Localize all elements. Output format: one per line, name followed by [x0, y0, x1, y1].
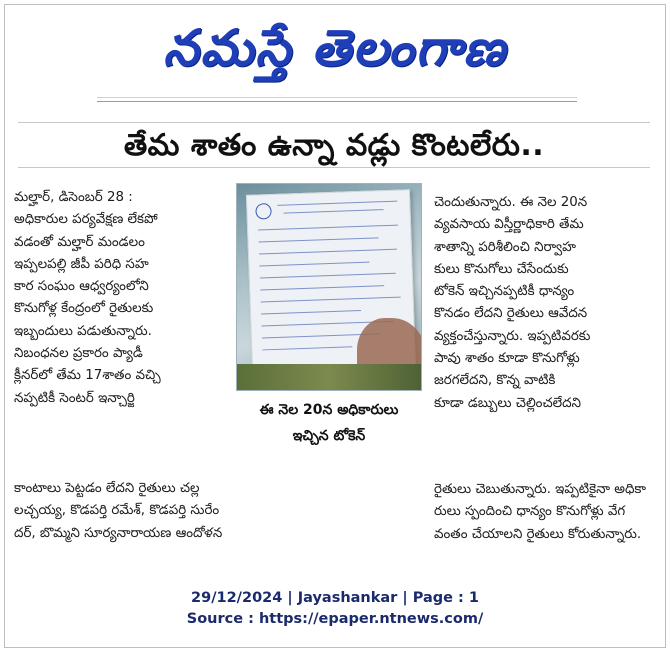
newspaper-title: నమస్తే తెలంగాణ: [163, 19, 507, 77]
document-line: [261, 297, 401, 303]
text-line: లచ్చయ్య, కొడపర్తి రమేశ్, కొడపర్తి సురేం: [14, 503, 220, 519]
date-page-line: 29/12/2024 | Jayashankar | Page : 1: [191, 590, 479, 606]
document-line: [258, 225, 398, 231]
masthead-divider: [97, 101, 577, 102]
text-line: కొనుగోళ్ల కేంద్రంలో రైతులకు: [14, 301, 154, 317]
text-line: కార సంఘం ఆధ్వర్యంలోని: [14, 279, 149, 295]
source-footer: [0, 588, 670, 630]
text-line: మల్హార్, డిసెంబర్ 28 :: [14, 190, 133, 205]
text-line: నిబంధనల ప్రకారం ప్యాడీ: [14, 346, 143, 362]
text-line: టోకెన్ ఇచ్చినప్పటికీ ధాన్యం: [434, 284, 575, 300]
document-line: [259, 262, 369, 267]
text-line: వ్యక్తంచేస్తున్నారు. ఇప్పటివరకు: [434, 328, 591, 344]
source-url-line: Source : https://epaper.ntnews.com/: [186, 611, 484, 627]
article-column-right: [434, 192, 660, 415]
masthead-divider-top: [97, 97, 577, 98]
text-line: దర్, బొమ్మని సూర్యనారాయణ ఆందోళన: [14, 525, 223, 541]
text-line: రైతులు చెబుతున్నారు. ఇప్పటికైనా అధికా: [434, 482, 647, 497]
text-line: శాతాన్ని పరిశీలించి నిర్వాహ: [434, 239, 577, 255]
document-line: [260, 273, 396, 279]
text-line: ఇప్పలపల్లి జీపీ పరిధి సహ: [14, 256, 149, 272]
text-line: జరగలేదని, కొన్న వాటికి: [434, 373, 556, 389]
document-line: [261, 310, 361, 315]
document-line: [284, 209, 384, 214]
text-line: కూడా డబ్బులు చెల్లించలేదని: [434, 395, 581, 411]
text-line: అధికారుల పర్యవేక్షణ లేకపో: [14, 212, 158, 228]
document-line: [259, 249, 397, 255]
document-line: [262, 346, 352, 351]
document-line: [260, 285, 384, 291]
headline-band: [18, 122, 650, 168]
photo-caption: [236, 397, 422, 449]
masthead: [0, 8, 670, 88]
text-line: క్లీనర్‌లో తేమ 17శాతం వచ్చి: [14, 368, 161, 384]
ground-image: [237, 364, 421, 390]
text-line: ఇబ్బందులు పడుతున్నారు.: [14, 323, 152, 339]
text-line: కాంటాలు పెట్టడం లేదని రైతులు చల్ల: [14, 481, 200, 496]
text-line: చెందుతున్నారు. ఈ నెల 20న: [434, 195, 588, 210]
token-photo: [236, 183, 422, 391]
caption-line: ఇచ్చిన టోకెన్: [292, 428, 366, 444]
article-bottom-right: [434, 479, 660, 546]
text-line: వ్యవసాయ విస్తీర్ణాధికారి తేమ: [434, 217, 584, 233]
caption-line: ఈ నెల 20న అధికారులు: [259, 402, 399, 418]
article-headline: తేమ శాతం ఉన్నా వడ్లు కొంటలేరు..: [123, 128, 545, 163]
text-line: రులు స్పందించి ధాన్యం కొనుగోళ్లు వేగ: [434, 504, 626, 520]
text-line: వంతం చేయాలని రైతులు కోరుతున్నారు.: [434, 526, 642, 542]
text-line: నప్పటికీ సెంటర్ ఇన్చార్జి: [14, 390, 135, 406]
text-line: కులు కొనుగోలు చేసేందుకు: [434, 261, 569, 277]
article-bottom-left: [14, 478, 418, 545]
text-line: పావు శాతం కూడా కొనుగోళ్లు: [434, 351, 580, 367]
text-line: వడంతో మల్హార్ మండలం: [14, 234, 145, 250]
document-line: [259, 237, 379, 243]
article-column-left: [14, 187, 228, 410]
document-line: [277, 201, 397, 207]
text-line: కొనడం లేదని రైతులు ఆవేదన: [434, 306, 588, 322]
seal-icon: [255, 203, 272, 220]
